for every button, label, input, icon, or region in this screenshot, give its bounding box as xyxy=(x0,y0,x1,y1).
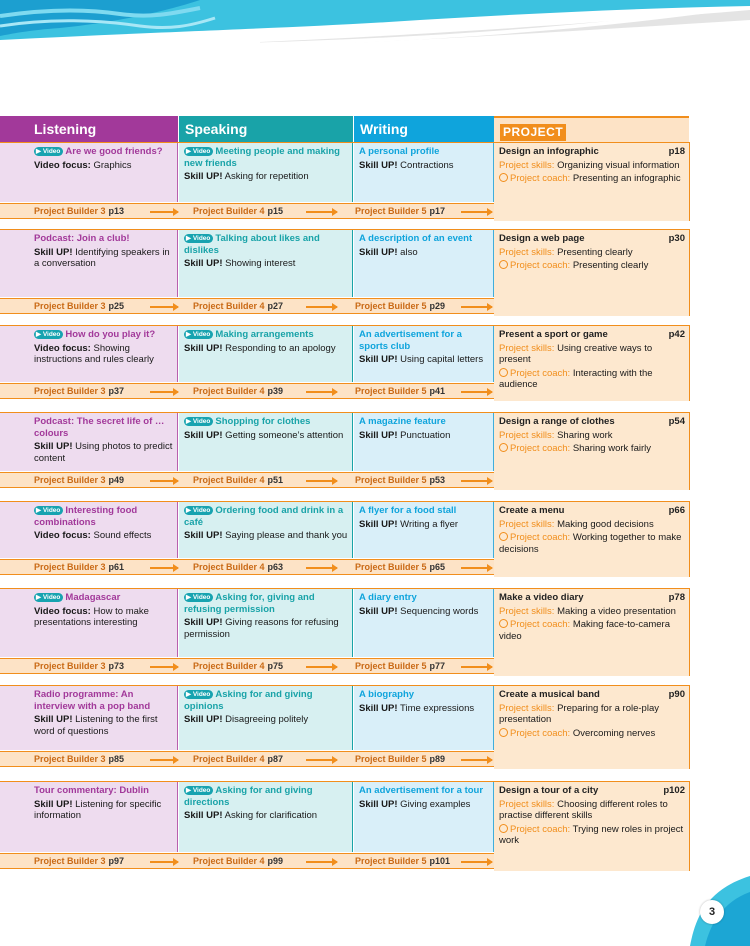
row-divider xyxy=(0,412,690,413)
unit-row xyxy=(0,589,690,676)
unit-row xyxy=(0,326,690,401)
arrow-right-icon xyxy=(150,480,178,482)
arrow-right-icon xyxy=(306,861,337,863)
arrow-right-icon xyxy=(461,861,492,863)
project-builder-bar xyxy=(0,658,494,674)
project-builder-3-link[interactable]: Project Builder 3 p85 xyxy=(34,754,125,764)
writing-skill: Skill UP! Using capital letters xyxy=(359,354,484,365)
project-cell xyxy=(494,686,690,769)
listening-lesson-title: Podcast: The secret life of … colours xyxy=(34,416,165,439)
project-builder-bar xyxy=(0,472,494,488)
project-builder-5-link[interactable]: Project Builder 5 p77 xyxy=(355,661,446,671)
speaking-lesson-title: ▶ Video Talking about likes and dislikes xyxy=(184,233,320,256)
project-builder-3-link[interactable]: Project Builder 3 p25 xyxy=(34,301,125,311)
project-builder-bar xyxy=(0,383,494,399)
coach-icon xyxy=(499,443,508,452)
writing-lesson-title: A flyer for a food stall xyxy=(359,505,457,516)
project-skills: Project skills: Organizing visual information xyxy=(499,159,680,171)
listening-skill: Video focus: How to make presentations interesting xyxy=(34,605,149,628)
project-cell xyxy=(494,413,690,490)
speaking-skill: Skill UP! Disagreeing politely xyxy=(184,714,309,725)
project-builder-3-link[interactable]: Project Builder 3 p97 xyxy=(34,856,125,866)
project-title: Design a tour of a city p102 xyxy=(499,785,685,796)
project-builder-bar xyxy=(0,298,494,314)
coach-icon xyxy=(499,260,508,269)
writing-skill: Skill UP! Contractions xyxy=(359,159,454,171)
project-builder-bar xyxy=(0,559,494,575)
speaking-lesson-title: ▶ Video Shopping for clothes xyxy=(186,416,311,427)
writing-cell xyxy=(354,326,494,382)
project-builder-bar xyxy=(0,853,494,869)
project-builder-3-link[interactable]: Project Builder 3 p13 xyxy=(34,206,125,216)
listening-skill: Skill UP! Listening for specific information xyxy=(34,798,162,821)
writing-skill: Skill UP! Time expressions xyxy=(359,702,475,714)
speaking-lesson-title: ▶ Video Asking for and giving directions xyxy=(184,785,313,808)
coach-icon xyxy=(499,619,508,628)
coach-icon xyxy=(499,173,508,182)
video-icon: ▶ Video xyxy=(184,330,213,339)
row-divider xyxy=(0,142,690,143)
arrow-right-icon xyxy=(461,391,492,393)
writing-skill: Skill UP! Writing a flyer xyxy=(359,518,459,530)
project-cell xyxy=(494,589,690,676)
listening-cell xyxy=(0,413,178,471)
writing-lesson-title: A diary entry xyxy=(359,592,417,603)
arrow-right-icon xyxy=(461,666,492,668)
coach-icon xyxy=(499,728,508,737)
speaking-cell xyxy=(179,782,353,852)
speaking-cell xyxy=(179,502,353,558)
arrow-right-icon xyxy=(306,306,337,308)
speaking-lesson-title: ▶ Video Asking for and giving opinions xyxy=(184,689,313,712)
writing-header: Writing xyxy=(354,116,494,142)
project-builder-5-link[interactable]: Project Builder 5 p89 xyxy=(355,754,446,764)
project-builder-4-link[interactable]: Project Builder 4 p87 xyxy=(193,754,284,764)
listening-cell xyxy=(0,782,178,852)
project-title: Present a sport or game p42 xyxy=(499,329,685,340)
project-builder-3-link[interactable]: Project Builder 3 p61 xyxy=(34,562,125,572)
video-icon: ▶ Video xyxy=(34,593,63,602)
writing-lesson-title: A biography xyxy=(359,689,415,700)
project-skills: Project skills: Presenting clearly xyxy=(499,246,633,258)
project-builder-4-link[interactable]: Project Builder 4 p63 xyxy=(193,562,284,572)
arrow-right-icon xyxy=(306,666,337,668)
unit-row xyxy=(0,413,690,490)
project-skills: Project skills: Using creative ways to present xyxy=(499,342,653,365)
project-title: Design a web page p30 xyxy=(499,233,685,244)
listening-cell xyxy=(0,686,178,750)
speaking-lesson-title: ▶ Video Ordering food and drink in a café xyxy=(184,505,344,528)
speaking-skill: Skill UP! Asking for clarification xyxy=(184,810,318,821)
writing-cell xyxy=(354,143,494,202)
project-builder-5-link[interactable]: Project Builder 5 p65 xyxy=(355,562,446,572)
listening-skill: Skill UP! Using photos to predict content xyxy=(34,441,173,464)
project-logo: PROJECT xyxy=(500,124,566,141)
page-number: 3 xyxy=(700,900,724,924)
project-skills: Project skills: Preparing for a role-play presentation xyxy=(499,702,659,725)
arrow-right-icon xyxy=(461,759,492,761)
project-builder-3-link[interactable]: Project Builder 3 p37 xyxy=(34,386,125,396)
project-cell xyxy=(494,230,690,316)
video-icon: ▶ Video xyxy=(34,330,63,339)
project-coach: Project coach: Presenting clearly xyxy=(499,260,685,272)
writing-cell xyxy=(354,782,494,852)
row-divider xyxy=(0,229,690,230)
coach-icon xyxy=(499,824,508,833)
coach-icon xyxy=(499,532,508,541)
listening-cell xyxy=(0,502,178,558)
project-coach: Project coach: Overcoming nerves xyxy=(499,728,685,740)
writing-skill: Skill UP! Punctuation xyxy=(359,429,451,441)
project-title: Make a video diary p78 xyxy=(499,592,685,603)
unit-row xyxy=(0,143,690,221)
row-divider xyxy=(0,781,690,782)
row-divider xyxy=(0,588,690,589)
corner-wave-decoration xyxy=(0,870,750,946)
arrow-right-icon xyxy=(150,759,178,761)
speaking-skill: Skill UP! Responding to an apology xyxy=(184,342,336,354)
writing-lesson-title: A magazine feature xyxy=(359,416,446,427)
arrow-right-icon xyxy=(461,480,492,482)
project-cell xyxy=(494,143,690,221)
project-builder-5-link[interactable]: Project Builder 5 p41 xyxy=(355,386,446,396)
video-icon: ▶ Video xyxy=(184,234,213,243)
project-cell xyxy=(494,502,690,577)
project-builder-4-link[interactable]: Project Builder 4 p39 xyxy=(193,386,284,396)
arrow-right-icon xyxy=(306,759,337,761)
project-page: p66 xyxy=(668,505,685,516)
arrow-right-icon xyxy=(461,567,492,569)
project-page: p54 xyxy=(668,416,685,427)
listening-lesson-title: Tour commentary: Dublin xyxy=(34,785,149,796)
arrow-right-icon xyxy=(306,480,337,482)
listening-skill: Video focus: Showing instructions and rules clearly xyxy=(34,342,154,365)
listening-cell xyxy=(0,143,178,202)
project-builder-4-link[interactable]: Project Builder 4 p51 xyxy=(193,475,284,485)
writing-lesson-title: A description of an event xyxy=(359,233,473,244)
listening-lesson-title: ▶ Video How do you play it? xyxy=(36,329,156,340)
listening-lesson-title: ▶ Video Interesting food combinations xyxy=(34,505,138,528)
unit-row xyxy=(0,230,690,316)
writing-cell xyxy=(354,589,494,657)
writing-skill: Skill UP! Giving examples xyxy=(359,798,471,810)
arrow-right-icon xyxy=(461,211,492,213)
project-builder-4-link[interactable]: Project Builder 4 p15 xyxy=(193,206,284,216)
project-page: p78 xyxy=(668,592,685,603)
arrow-right-icon xyxy=(150,567,178,569)
project-title: Design an infographic p18 xyxy=(499,146,685,157)
arrow-right-icon xyxy=(150,861,178,863)
listening-lesson-title: Radio programme: An interview with a pop band xyxy=(34,689,151,712)
speaking-skill: Skill UP! Saying please and thank you xyxy=(184,530,348,541)
project-builder-5-link[interactable]: Project Builder 5 p101 xyxy=(355,856,451,866)
writing-lesson-title: An advertisement for a sports club xyxy=(359,329,462,352)
speaking-skill: Skill UP! Showing interest xyxy=(184,258,296,269)
project-skills: Project skills: Making a video presentation xyxy=(499,605,676,617)
unit-row xyxy=(0,782,690,871)
row-divider xyxy=(0,325,690,326)
project-title: Create a musical band p90 xyxy=(499,689,685,700)
video-icon: ▶ Video xyxy=(184,506,213,515)
project-builder-5-link[interactable]: Project Builder 5 p17 xyxy=(355,206,446,216)
project-header xyxy=(494,116,689,142)
project-cell xyxy=(494,326,690,401)
listening-lesson-title: ▶ Video Are we good friends? xyxy=(36,146,163,157)
header-wave-decoration xyxy=(0,0,750,50)
project-page: p102 xyxy=(663,785,685,796)
video-icon: ▶ Video xyxy=(184,786,213,795)
arrow-right-icon xyxy=(150,391,178,393)
writing-skill: Skill UP! Sequencing words xyxy=(359,605,479,617)
listening-header: Listening xyxy=(0,116,178,142)
project-skills: Project skills: Making good decisions xyxy=(499,518,654,530)
listening-lesson-title: Podcast: Join a club! xyxy=(34,233,130,244)
speaking-cell xyxy=(179,413,353,471)
unit-row xyxy=(0,502,690,577)
speaking-skill: Skill UP! Asking for repetition xyxy=(184,171,309,182)
speaking-cell xyxy=(179,589,353,657)
arrow-right-icon xyxy=(150,666,178,668)
writing-cell xyxy=(354,686,494,750)
listening-skill: Skill UP! Listening to the first word of questions xyxy=(34,714,158,737)
speaking-cell xyxy=(179,326,353,382)
listening-skill: Skill UP! Identifying speakers in a conversation xyxy=(34,246,170,269)
video-icon: ▶ Video xyxy=(184,147,213,156)
speaking-lesson-title: ▶ Video Asking for, giving and refusing permission xyxy=(184,592,315,615)
arrow-right-icon xyxy=(150,211,178,213)
project-coach: Project coach: Making face-to-camera video xyxy=(499,619,670,642)
project-builder-4-link[interactable]: Project Builder 4 p27 xyxy=(193,301,284,311)
row-divider xyxy=(0,685,690,686)
row-divider xyxy=(0,501,690,502)
video-icon: ▶ Video xyxy=(34,147,63,156)
writing-skill: Skill UP! also xyxy=(359,246,418,258)
listening-skill: Video focus: Sound effects xyxy=(34,530,152,541)
speaking-lesson-title: ▶ Video Meeting people and making new friends xyxy=(184,146,340,169)
project-page: p18 xyxy=(668,146,685,157)
project-builder-5-link[interactable]: Project Builder 5 p29 xyxy=(355,301,446,311)
video-icon: ▶ Video xyxy=(34,506,63,515)
project-builder-4-link[interactable]: Project Builder 4 p99 xyxy=(193,856,284,866)
project-coach: Project coach: Presenting an infographic xyxy=(499,173,685,185)
project-skills: Project skills: Choosing different roles to practise different skills xyxy=(499,798,668,821)
project-title: Create a menu p66 xyxy=(499,505,685,516)
coach-icon xyxy=(499,368,508,377)
speaking-lesson-title: ▶ Video Making arrangements xyxy=(186,329,314,340)
speaking-cell xyxy=(179,686,353,750)
arrow-right-icon xyxy=(306,391,337,393)
listening-cell xyxy=(0,326,178,382)
project-builder-3-link[interactable]: Project Builder 3 p49 xyxy=(34,475,125,485)
unit-row xyxy=(0,686,690,769)
speaking-cell xyxy=(179,230,353,297)
listening-skill: Video focus: Graphics xyxy=(34,159,132,171)
speaking-skill: Skill UP! Getting someone’s attention xyxy=(184,429,344,441)
project-coach: Project coach: Trying new roles in project work xyxy=(499,823,684,846)
arrow-right-icon xyxy=(306,211,337,213)
arrow-right-icon xyxy=(461,306,492,308)
project-coach: Project coach: Working together to make decisions xyxy=(499,532,682,555)
writing-lesson-title: An advertisement for a tour xyxy=(359,785,484,796)
project-page: p30 xyxy=(668,233,685,244)
project-builder-4-link[interactable]: Project Builder 4 p75 xyxy=(193,661,284,671)
arrow-right-icon xyxy=(306,567,337,569)
speaking-cell xyxy=(179,143,353,202)
project-title: Design a range of clothes p54 xyxy=(499,416,685,427)
writing-lesson-title: A personal profile xyxy=(359,146,440,157)
speaking-skill: Skill UP! Giving reasons for refusing permission xyxy=(184,617,339,640)
project-builder-bar xyxy=(0,203,494,219)
project-page: p42 xyxy=(668,329,685,340)
listening-cell xyxy=(0,230,178,297)
project-builder-3-link[interactable]: Project Builder 3 p73 xyxy=(34,661,125,671)
speaking-header: Speaking xyxy=(179,116,353,142)
project-skills: Project skills: Sharing work xyxy=(499,429,613,441)
video-icon: ▶ Video xyxy=(184,593,213,602)
writing-cell xyxy=(354,413,494,471)
listening-lesson-title: ▶ Video Madagascar xyxy=(36,592,121,603)
listening-cell xyxy=(0,589,178,657)
project-cell xyxy=(494,782,690,871)
video-icon: ▶ Video xyxy=(184,690,213,699)
project-builder-5-link[interactable]: Project Builder 5 p53 xyxy=(355,475,446,485)
writing-cell xyxy=(354,502,494,558)
project-coach: Project coach: Interacting with the audience xyxy=(499,367,653,390)
project-coach: Project coach: Sharing work fairly xyxy=(499,443,685,455)
arrow-right-icon xyxy=(150,306,178,308)
project-builder-bar xyxy=(0,751,494,767)
video-icon: ▶ Video xyxy=(184,417,213,426)
project-page: p90 xyxy=(668,689,685,700)
writing-cell xyxy=(354,230,494,297)
